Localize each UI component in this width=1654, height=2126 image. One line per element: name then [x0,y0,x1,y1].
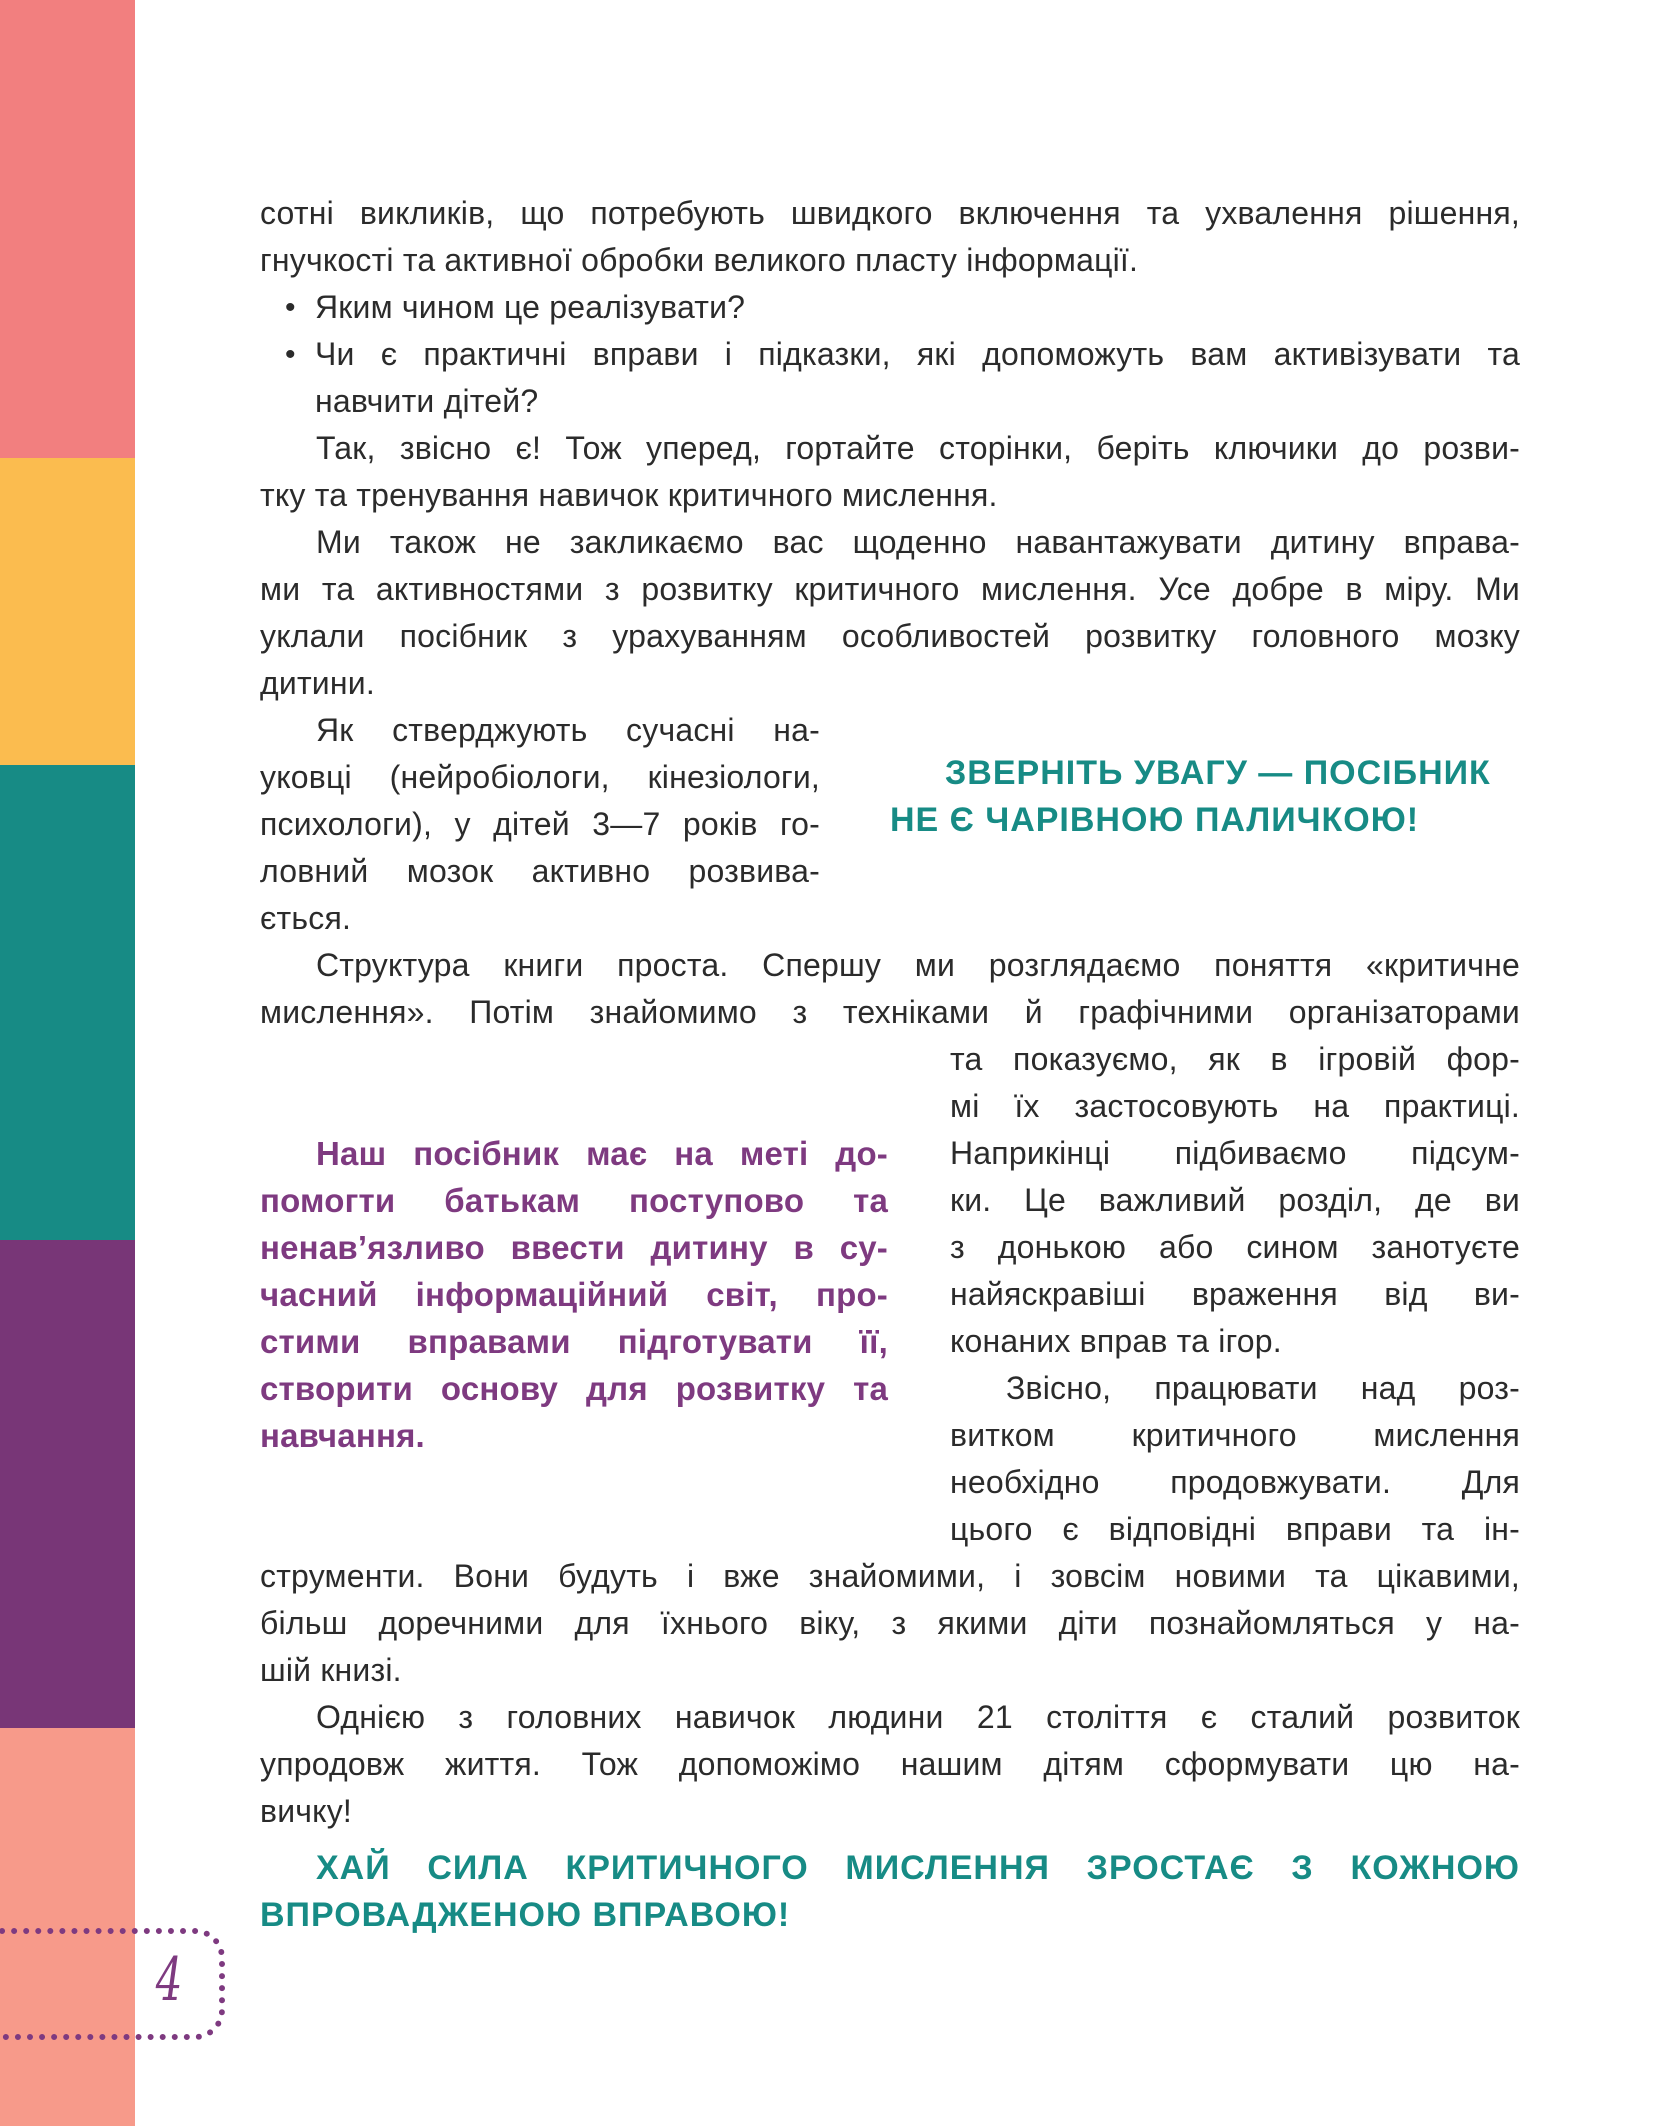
bullet-icon: • [285,338,296,371]
stripe-salmon [0,1728,135,2126]
paragraph-not-call [260,519,1520,707]
text-line: Як стверджують сучасні на- [316,712,820,748]
text-line: мі їх застосовують на практиці. [950,1088,1520,1124]
callout-goal [260,1130,888,1459]
callout-attention [890,750,1520,844]
stripe-teal [0,765,135,1240]
text-line: Наприкінці підбиваємо підсум- [950,1135,1520,1171]
text-line: з донькою або сином занотуєте [950,1229,1520,1265]
text-line: Яким чином це реалізувати? [315,289,746,325]
text-line: дитини. [260,665,375,701]
paragraph-scientists [260,707,820,942]
callout-line: ненав’язливо ввести дитину в су- [260,1229,888,1266]
text-line: найяскравіші враження від ви- [950,1276,1520,1312]
text-line: та показуємо, як в ігровій фор- [950,1041,1520,1077]
paragraph-work [950,1365,1520,1553]
callout-line: створити основу для розвитку та [260,1370,888,1407]
text-line: навчити дітей? [315,383,539,419]
text-line: ловний мозок активно розвива- [260,853,820,889]
bullet-item [315,331,1520,425]
text-line: уковці (нейробіологи, кінезіологи, [260,759,820,795]
paragraph-structure-continued [950,1036,1520,1365]
stripe-yellow [0,458,135,765]
callout-line: стими вправами підготувати її, [260,1323,888,1360]
text-line: Так, звісно є! Тож уперед, гортайте сторінки, беріть ключики до розви- [316,430,1520,466]
page-number-frame [0,1928,225,2040]
text-line: Ми також не закликаємо вас щоденно навантажувати дитину вправа- [316,524,1520,560]
text-line: вичку! [260,1793,352,1829]
paragraph-yes [260,425,1520,519]
callout-final [260,1845,1520,1939]
callout-line: НЕ Є ЧАРІВНОЮ ПАЛИЧКОЮ! [890,801,1420,839]
text-line: психологи), у дітей 3—7 років го- [260,806,820,842]
text-line: Звісно, працювати над роз- [1006,1370,1520,1406]
text-line: упродовж життя. Тож допоможімо нашим дітям сформувати цю на- [260,1746,1520,1782]
text-line: сотні викликів, що потребують швидкого включення та ухвалення рішення, [260,195,1520,231]
callout-line: ВПРОВАДЖЕНОЮ ВПРАВОЮ! [260,1896,791,1934]
callout-line: навчання. [260,1417,425,1454]
text-line: Чи є практичні вправи і підказки, які допоможуть вам активізувати та [315,336,1520,372]
text-line: струменти. Вони будуть і вже знайомими, і зовсім новими та цікавими, [260,1558,1520,1594]
text-line: мислення». Потім знайомимо з техніками й графічними організаторами [260,994,1520,1030]
text-line: шій книзі. [260,1652,402,1688]
stripe-violet [0,1240,135,1728]
text-line: ми та активностями з розвитку критичного мислення. Усе добре в міру. Ми [260,571,1520,607]
paragraph-skill [260,1694,1520,1835]
paragraph-work-continued [260,1553,1520,1694]
bullet-item [315,284,1520,331]
callout-line: ЗВЕРНІТЬ УВАГУ — ПОСІБНИК [945,754,1491,792]
text-line: Однією з головних навичок людини 21 століття є сталий розвиток [316,1699,1520,1735]
callout-line: ХАЙ СИЛА КРИТИЧНОГО МИСЛЕННЯ ЗРОСТАЄ З КОЖНОЮ [316,1849,1520,1887]
stripe-coral [0,0,135,458]
callout-line: часний інформаційний світ, про- [260,1276,888,1313]
text-line: цього є відповідні вправи та ін- [950,1511,1520,1547]
page-number: 4 [155,1945,183,2015]
text-line: необхідно продовжувати. Для [950,1464,1520,1500]
text-line: тку та тренування навичок критичного мислення. [260,477,998,513]
text-line: Структура книги проста. Спершу ми розглядаємо поняття «критичне [316,947,1520,983]
bullet-icon: • [285,291,296,324]
callout-line: помогти батькам поступово та [260,1182,888,1219]
text-line: витком критичного мислення [950,1417,1520,1453]
text-line: уклали посібник з урахуванням особливостей розвитку головного мозку [260,618,1520,654]
text-line: гнучкості та активної обробки великого пласту інформації. [260,242,1139,278]
text-line: ється. [260,900,352,936]
text-line: більш доречними для їхнього віку, з якими діти познайомляться у на- [260,1605,1520,1641]
intro-paragraph [260,190,1520,284]
paragraph-structure [260,942,1520,1036]
callout-line: Наш посібник має на меті до- [316,1135,888,1172]
text-line: ки. Це важливий розділ, де ви [950,1182,1520,1218]
text-line: конаних вправ та ігор. [950,1323,1282,1359]
